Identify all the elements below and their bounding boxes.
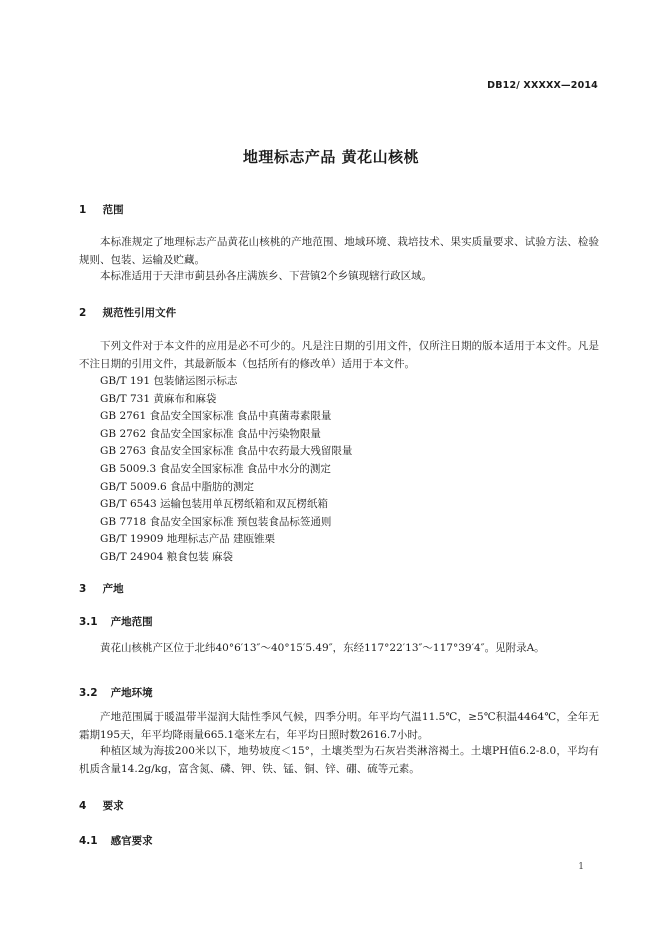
section-number: 1	[79, 204, 87, 216]
reference-item: GB 2763 食品安全国家标准 食品中农药最大残留限量	[100, 445, 353, 458]
reference-item: GB 5009.3 食品安全国家标准 食品中水分的测定	[100, 462, 331, 475]
subsection-number: 3.2	[79, 687, 98, 699]
subsection-title: 产地范围	[110, 616, 153, 628]
section-title: 产地	[102, 583, 124, 595]
section-title: 规范性引用文件	[102, 307, 177, 319]
subsection-heading-origin-range	[79, 614, 153, 629]
section-number: 3	[79, 583, 87, 595]
section-heading-origin	[79, 581, 124, 596]
subsection-heading-sensory	[79, 833, 153, 848]
reference-item: GB/T 19909 地理标志产品 建瓯锥栗	[100, 533, 276, 546]
reference-item: GB 2761 食品安全国家标准 食品中真菌毒素限量	[100, 410, 332, 423]
reference-item: GB/T 731 黄麻布和麻袋	[100, 392, 217, 405]
page-number: 1	[578, 862, 584, 872]
scope-paragraph-1: 本标准规定了地理标志产品黄花山核桃的产地范围、地域环境、栽培技术、果实质量要求、试验方法、检验规则、包装、运输及贮藏。	[79, 236, 599, 266]
section-heading-scope	[79, 202, 124, 217]
subsection-number: 4.1	[79, 835, 98, 847]
section-number: 2	[79, 307, 87, 319]
reference-item: GB/T 24904 粮食包装 麻袋	[100, 550, 234, 563]
reference-item: GB/T 6543 运输包装用单瓦楞纸箱和双瓦楞纸箱	[100, 498, 329, 511]
section-heading-requirements	[79, 798, 124, 813]
environment-paragraph-2: 种植区域为海拔200米以下，地势坡度＜15°，土壤类型为石灰岩类淋溶褐土。土壤PH值6.2-8.0，平均有机质含量14.2g/kg，富含氮、磷、钾、铁、锰、铜、锌、硼、硫等元素。	[79, 745, 599, 775]
environment-paragraph-1: 产地范围属于暖温带半湿润大陆性季风气候，四季分明。年平均气温11.5℃，≥5℃积温4464℃，全年无霜期195天，年平均降雨量665.1毫米左右，年平均日照时数2616.7小时。	[79, 711, 599, 741]
reference-item: GB 7718 食品安全国家标准 预包装食品标签通则	[100, 515, 332, 528]
section-heading-references	[79, 305, 176, 320]
document-code: DB12/ XXXXX—2014	[487, 80, 598, 91]
reference-item: GB/T 5009.6 食品中脂肪的测定	[100, 480, 255, 493]
document-title: 地理标志产品 黄花山核桃	[242, 148, 420, 166]
subsection-title: 感官要求	[110, 835, 153, 847]
references-intro: 下列文件对于本文件的应用是必不可少的。凡是注日期的引用文件，仅所注日期的版本适用于本文件。凡是不注日期的引用文件，其最新版本（包括所有的修改单）适用于本文件。	[79, 340, 599, 370]
subsection-number: 3.1	[79, 616, 98, 628]
reference-item: GB 2762 食品安全国家标准 食品中污染物限量	[100, 427, 321, 440]
section-number: 4	[79, 800, 87, 812]
reference-list	[100, 373, 352, 567]
subsection-title: 产地环境	[110, 687, 153, 699]
section-title: 范围	[102, 204, 124, 216]
origin-range-paragraph: 黄花山核桃产区位于北纬40°6′13″～40°15′5.49″，东经117°22′13″～117°39′4″。见附录A。	[100, 642, 545, 654]
subsection-heading-origin-environment	[79, 685, 153, 700]
reference-item: GB/T 191 包装储运图示标志	[100, 375, 238, 387]
scope-paragraph-2: 本标准适用于天津市蓟县孙各庄满族乡、下营镇2个乡镇现辖行政区域。	[100, 270, 433, 282]
section-title: 要求	[102, 800, 124, 812]
